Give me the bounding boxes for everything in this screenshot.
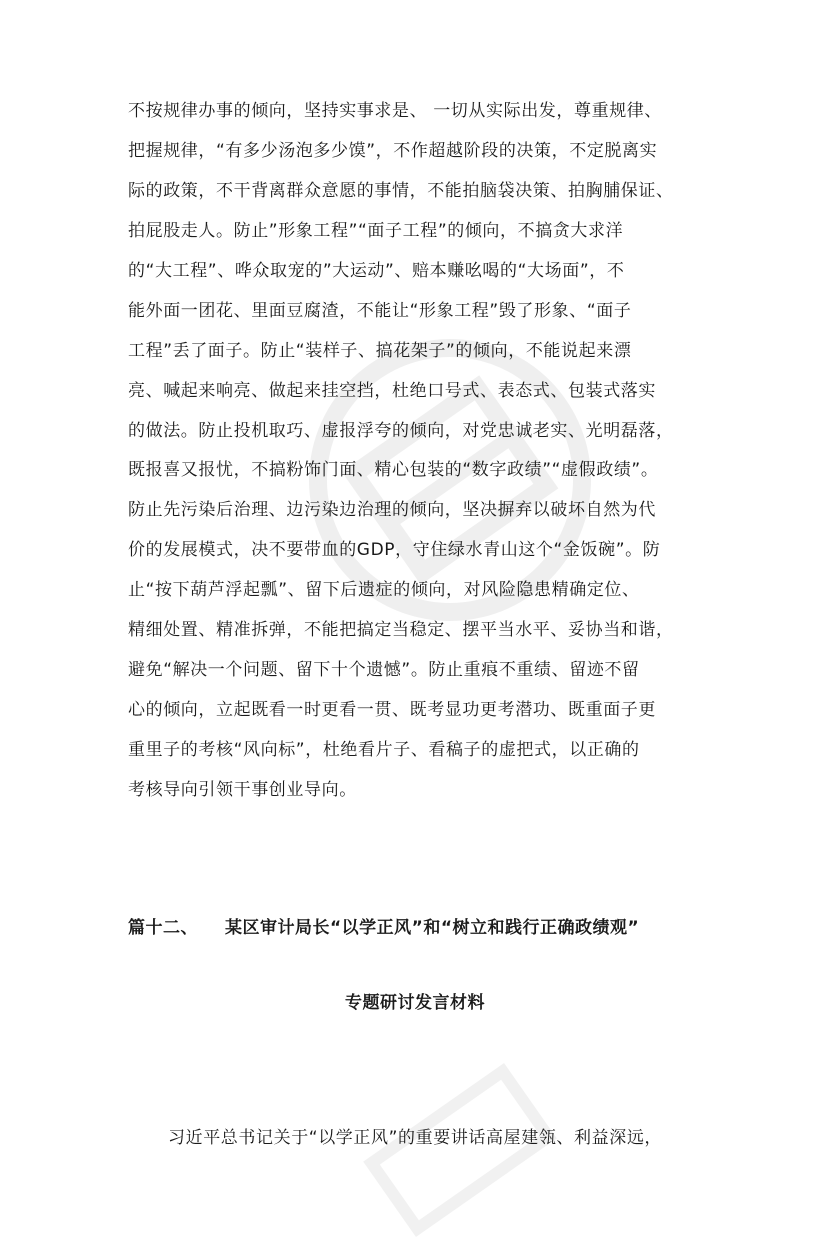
body-text-line: 的做法。防止投机取巧、虚报浮夸的倾向，对党忠诚老实、光明磊落， [128,420,674,441]
section-heading [128,913,639,938]
watermark-icon [344,1043,577,1256]
body-text-line: 既报喜又报忧，不搞粉饰门面、精心包装的“数字政绩”“虚假政绩”。 [128,460,659,481]
body-text-line: 价的发展模式，决不要带血的GDP，守住绿水青山这个“金饭碗”。防 [128,540,661,561]
body-text-line: 防止先污染后治理、边污染边治理的倾向，坚决摒弃以破坏自然为代 [128,500,656,521]
body-text-line: 的“大工程”、哗众取宠的”大运动”、赔本赚吆喝的“大场面”，不 [128,260,625,281]
section-number: 篇十二、 [128,918,198,938]
body-text-line: 际的政策，不干背离群众意愿的事情，不能拍脑袋决策、拍胸脯保证、 [128,180,674,201]
body-text-line: 心的倾向，立起既看一时更看一贯、既考显功更考潜功、既重面子更 [128,700,656,721]
body-text-line: 能外面一团花、里面豆腐渣，不能让“形象工程”毁了形象、“面子 [128,300,632,321]
body-text-line: 精细处置、精准拆弹，不能把搞定当稳定、摆平当水平、妥协当和谐， [128,620,674,641]
body-text-line: 亮、喊起来响亮、做起来挂空挡，杜绝口号式、表态式、包装式落实 [128,380,656,401]
body-text-line: 止“按下葫芦浮起瓢”、留下后遗症的倾向，对风险隐患精确定位、 [128,580,640,601]
body-text-line: 拍屁股走人。防止”形象工程”“面子工程”的倾向，不搞贪大求洋 [128,220,624,241]
body-text-line: 不按规律办事的倾向，坚持实事求是、 一切从实际出发，尊重规律、 [128,101,663,121]
section-title: 某区审计局长“以学正风”和“树立和践行正确政绩观” [225,918,640,938]
paragraph-first-line: 习近平总书记关于“以学正风”的重要讲话高屋建瓴、利益深远， [168,1128,663,1148]
body-text-line: 把握规律，“有多少汤泡多少馍”，不作超越阶段的决策，不定脱离实 [128,140,658,161]
body-text-line: 重里子的考核“风向标”，杜绝看片子、看稿子的虚把式，以正确的 [128,740,640,761]
body-text-line: 工程”丢了面子。防止“装样子、搞花架子”的倾向，不能说起来漂 [128,340,632,361]
body-text-line: 考核导向引领干事创业导向。 [128,780,357,800]
body-text-line: 避免“解决一个问题、留下十个遗憾”。防止重痕不重绩、留迹不留 [128,660,640,681]
section-subtitle: 专题研讨发言材料 [345,993,485,1013]
